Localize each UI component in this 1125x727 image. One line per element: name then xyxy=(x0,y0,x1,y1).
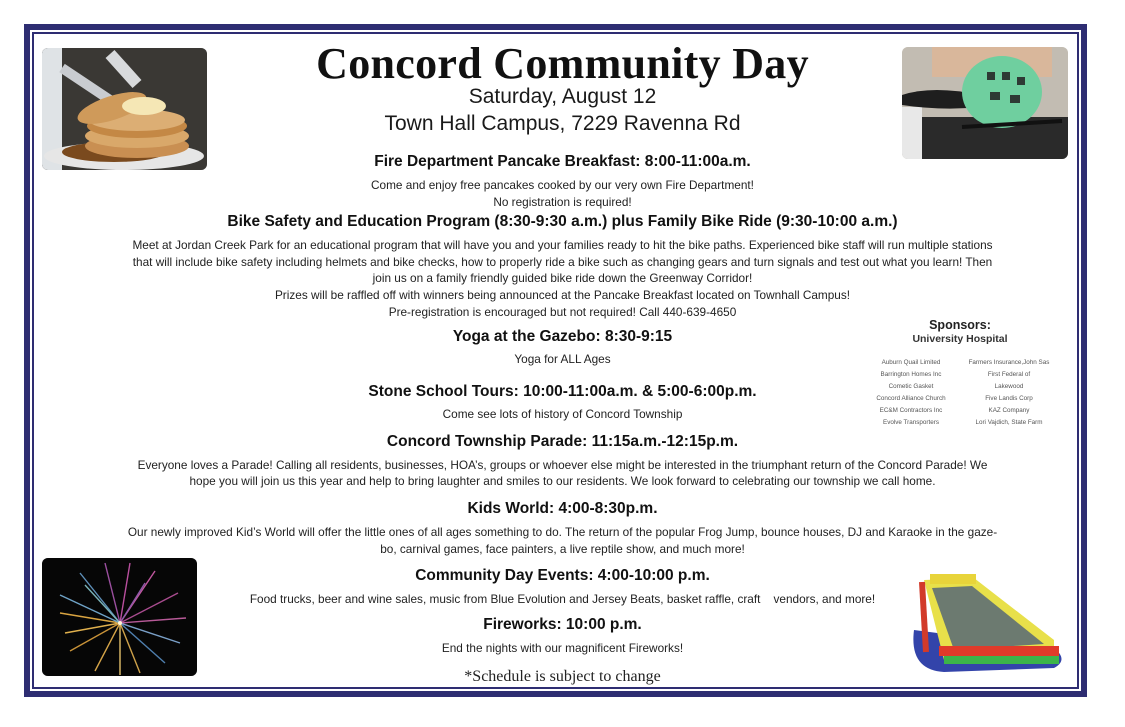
sponsor-item: KAZ Company xyxy=(988,407,1030,414)
event-text: Come see lots of history of Concord Township xyxy=(442,407,683,421)
sponsor-list-right xyxy=(960,357,1058,429)
event-heading-yoga: Yoga at the Gazebo: 8:30-9:15 xyxy=(452,328,673,345)
sponsor-columns xyxy=(862,357,1058,429)
sponsor-item: EC&M Contractors Inc xyxy=(879,407,943,414)
event-text: bo, carnival games, face painters, a live reptile show, and much more! xyxy=(380,542,745,556)
event-text: Food trucks, beer and wine sales, music from Blue Evolution and Jersey Beats, basket raffle, craft vendors, and more! xyxy=(249,592,876,606)
event-text: End the nights with our magnificent Fireworks! xyxy=(441,641,684,655)
event-text: Meet at Jordan Creek Park for an educational program that will have you and your families ready to hit the bike paths. Experienced bike staff will run multiple stations xyxy=(132,238,993,252)
sponsor-item: Lakewood xyxy=(994,383,1024,390)
sponsor-item: Barrington Homes Inc xyxy=(880,371,942,378)
event-text: Prizes will be raffled off with winners being announced at the Pancake Breakfast located on Townhall Campus! xyxy=(274,288,851,302)
sponsor-list-left xyxy=(862,357,960,429)
sponsor-item: First Federal of xyxy=(987,371,1031,378)
event-text: Yoga for ALL Ages xyxy=(514,352,611,366)
flyer-title: Concord Community Day xyxy=(316,39,809,88)
event-text: Come and enjoy free pancakes cooked by our very own Fire Department! xyxy=(371,178,754,192)
event-date: Saturday, August 12 xyxy=(468,85,657,108)
sponsor-main: University Hospital xyxy=(912,333,1008,345)
event-heading-parade: Concord Township Parade: 11:15a.m.-12:15p.m. xyxy=(386,433,739,450)
event-heading-community-day-events: Community Day Events: 4:00-10:00 p.m. xyxy=(415,567,710,584)
event-text: join us on a family friendly guided bike ride down the Greenway Corridor! xyxy=(372,271,753,285)
sponsors-panel xyxy=(862,318,1058,429)
event-text: Our newly improved Kid’s World will offer the little ones of all ages something to do. The return of the popular Frog Jump, bounce houses, DJ and Karaoke in the gaze- xyxy=(127,525,998,539)
event-text: Pre-registration is encouraged but not required! Call 440-639-4650 xyxy=(388,305,737,319)
sponsor-item: Concord Alliance Church xyxy=(876,395,946,402)
schedule-note: *Schedule is subject to change xyxy=(464,668,661,685)
event-text: that will include bike safety including helmets and bike checks, how to properly ride a bike such as changing gears and turn signals and test out what you learn! Then xyxy=(132,255,993,269)
sponsor-item: Evolve Transporters xyxy=(883,419,939,426)
sponsor-item: Auburn Quail Limited xyxy=(881,359,941,366)
sponsors-title: Sponsors: xyxy=(929,318,991,332)
event-heading-bike-safety: Bike Safety and Education Program (8:30-9:30 a.m.) plus Family Bike Ride (9:30-10:00 a.m.) xyxy=(227,213,898,230)
sponsor-item: Lori Vajdich, State Farm xyxy=(975,419,1043,426)
sponsor-item: Five Landis Corp xyxy=(985,395,1033,402)
sponsor-item: Farmers Insurance,John Sas xyxy=(968,359,1050,366)
event-heading-fireworks: Fireworks: 10:00 p.m. xyxy=(483,616,642,633)
event-text: Everyone loves a Parade! Calling all residents, businesses, HOA’s, groups or whoever else might be interested in the triumphant return of the Concord Parade! We xyxy=(137,458,988,472)
sponsor-item: Cometic Gasket xyxy=(888,383,934,390)
event-heading-stone-school: Stone School Tours: 10:00-11:00a.m. & 5:00-6:00p.m. xyxy=(368,383,757,400)
event-text: No registration is required! xyxy=(493,195,632,209)
event-heading-kids-world: Kids World: 4:00-8:30p.m. xyxy=(467,500,658,517)
event-location: Town Hall Campus, 7229 Ravenna Rd xyxy=(384,112,741,135)
event-text: hope you will join us this year and help to bring laughter and smiles to our residents. We look forward to celebrating our township we call home. xyxy=(189,474,936,488)
event-heading-pancake-breakfast: Fire Department Pancake Breakfast: 8:00-11:00a.m. xyxy=(374,153,751,170)
